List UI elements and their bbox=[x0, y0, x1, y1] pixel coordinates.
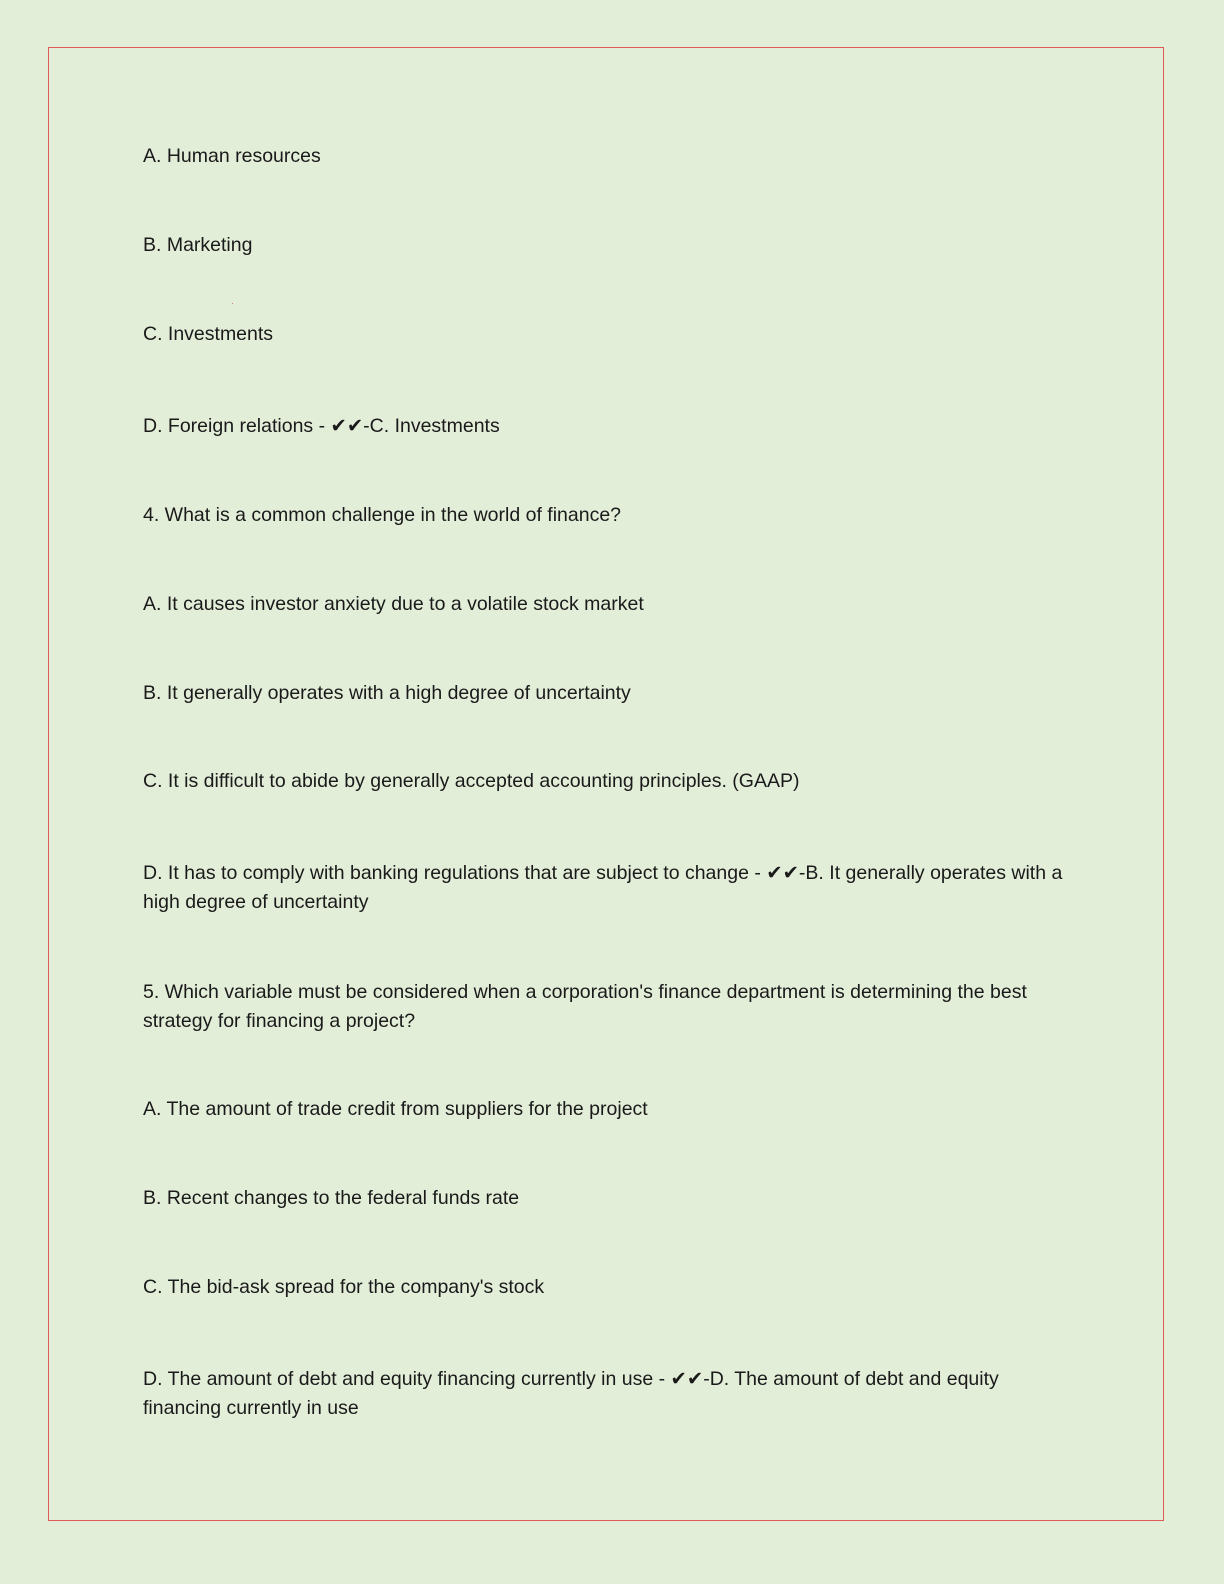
stray-mark bbox=[232, 303, 233, 304]
q5-option-b: B. Recent changes to the federal funds rate bbox=[143, 1187, 520, 1209]
q3-option-b: B. Marketing bbox=[143, 234, 253, 256]
q5-option-d-answer: D. The amount of debt and equity financing currently in use - ✔✔-D. The amount of debt and equity financing currently in use bbox=[143, 1368, 999, 1419]
q4-question: 4. What is a common challenge in the world of finance? bbox=[143, 504, 622, 526]
q4-option-d-answer: D. It has to comply with banking regulations that are subject to change - ✔✔-B. It generally operates with a high degree of uncertainty bbox=[143, 862, 1063, 913]
q3-option-d-answer: D. Foreign relations - ✔✔-C. Investments bbox=[143, 415, 500, 437]
q3-option-a: A. Human resources bbox=[143, 145, 321, 167]
q3-option-c: C. Investments bbox=[143, 323, 274, 345]
q5-option-c: C. The bid-ask spread for the company's stock bbox=[143, 1276, 545, 1298]
q4-option-a: A. It causes investor anxiety due to a volatile stock market bbox=[143, 593, 644, 615]
q4-option-b: B. It generally operates with a high degree of uncertainty bbox=[143, 682, 631, 704]
q5-question: 5. Which variable must be considered when a corporation's finance department is determining the best strategy for financing a project? bbox=[143, 981, 1027, 1032]
q4-option-c: C. It is difficult to abide by generally accepted accounting principles. (GAAP) bbox=[143, 770, 800, 792]
q5-option-a: A. The amount of trade credit from suppliers for the project bbox=[143, 1098, 648, 1120]
